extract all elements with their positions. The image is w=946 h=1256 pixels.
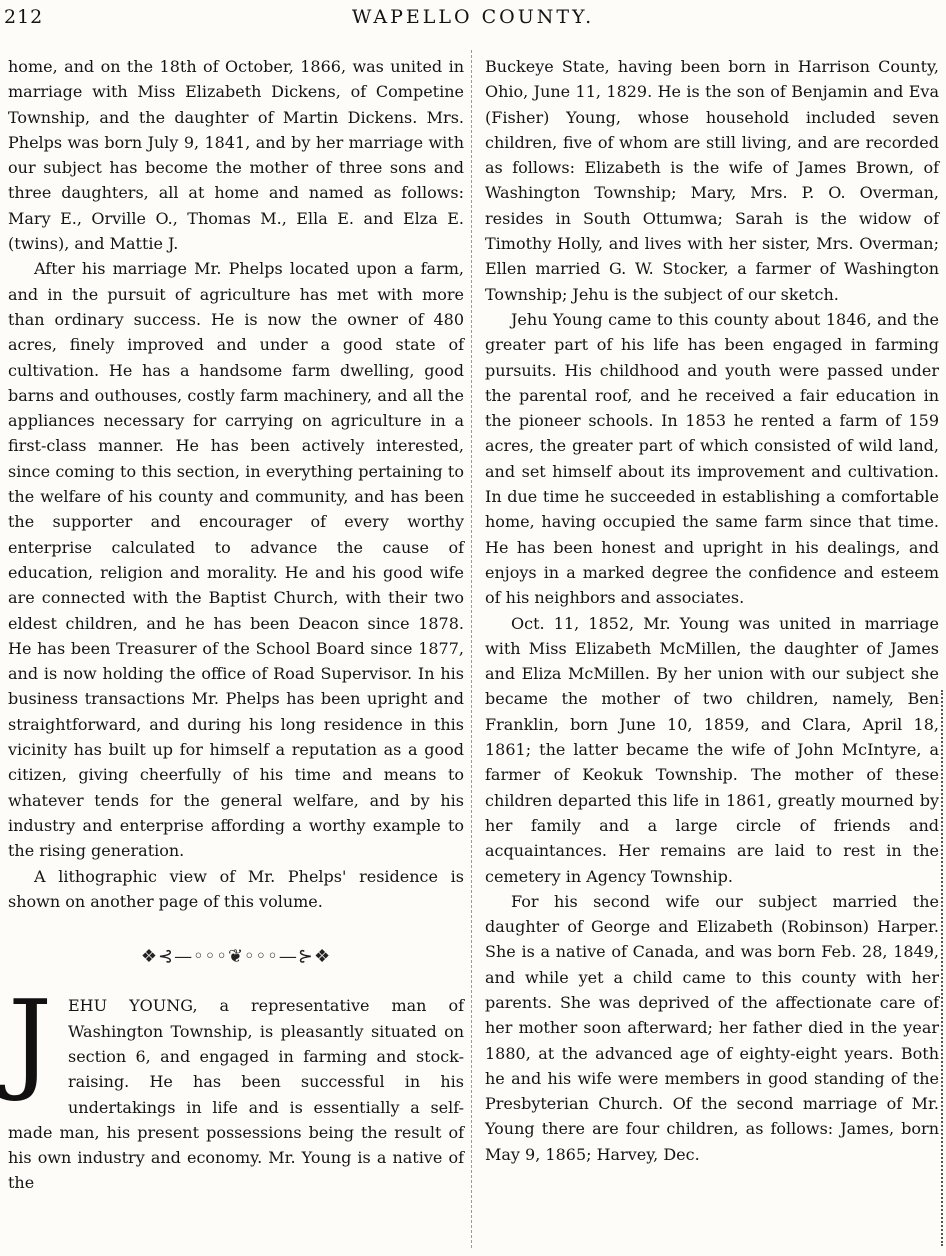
page-header (0, 0, 946, 40)
paragraph-young-second-marriage: For his second wife our subject married the daughter of George and Elizabeth (Robinson) Harper. She is a native of Canada, and was born Feb. 28, 1849, and while yet a child came to this county with her parents. She was deprived of the affectionate care of her mother soon afterward; her father died in the year 1880, at the advanced age of eighty-eight years. Both he and his wife were members in good standing of the Presbyterian Church. Of the second marriage of Mr. Young there are four children, as follows: James, born May 9, 1865; Harvey, Dec. (485, 891, 939, 1164)
paragraph-phelps-marriage: home, and on the 18th of October, 1866, was united in marriage with Miss Elizabeth Dickens, of Competine Township, and the daughter of Martin Dickens. Mrs. Phelps was born July 9, 1841, and by her marriage with our subject has become the mother of three sons and three daughters, all at home and named as follows: Mary E., Orville O., Thomas M., Ella E. and Elza E. (twins), and Mattie J. (8, 57, 464, 254)
young-intro-text: EHU YOUNG, a representative man of Washington Township, is pleasantly situated on section 6, and engaged in farming and stock-raising. He has been successful in his undertakings in life and is essentially a self-made man, his present possessions being the result of his own industry and economy. Mr. Young is a native of the (8, 996, 464, 1193)
paragraph-lithograph-note: A lithographic view of Mr. Phelps' residence is shown on another page of this volume. (8, 866, 464, 911)
page-edge-mark (941, 690, 943, 1246)
section-ornament: ❖⊰—◦◦◦❦◦◦◦—⊱❖ (140, 946, 332, 968)
dropcap-letter: J (8, 976, 53, 1105)
paragraph-young-birth: Buckeye State, having been born in Harrison County, Ohio, June 11, 1829. He is the son of Benjamin and Eva (Fisher) Young, whose household included seven children, five of whom are still living, and are recorded as follows: Elizabeth is the wife of James Brown, of Washington Township; Mary, Mrs. P. O. Overman, resides in South Ottumwa; Sarah is the widow of Timothy Holly, and lives with her sister, Mrs. Overman; Ellen married G. W. Stocker, a farmer of Washington Township; Jehu is the subject of our sketch. (485, 57, 939, 304)
page-number: 212 (4, 6, 44, 28)
paragraph-young-farming: Jehu Young came to this county about 1846, and the greater part of his life has been engaged in farming pursuits. His childhood and youth were passed under the parental roof, and he received a fair education in the pioneer schools. In 1853 he rented a farm of 159 acres, the greater part of which consisted of wild land, and set himself about its improvement and cultivation. In due time he succeeded in establishing a comfortable home, having occupied the same farm since that time. He has been honest and upright in his dealings, and enjoys in a marked degree the confidence and esteem of his neighbors and associates. (485, 309, 939, 608)
paragraph-phelps-farm: After his marriage Mr. Phelps located upon a farm, and in the pursuit of agriculture has met with more than ordinary success. He is now the owner of 480 acres, finely improved and under a good state of cultivation. He has a handsome farm dwelling, good barns and outhouses, costly farm machinery, and all the appliances necessary for carrying on agriculture in a first-class manner. He has been actively interested, since coming to this section, in everything pertaining to the welfare of his county and community, and has been the supporter and encourager of every worthy enterprise calculated to advance the cause of education, religion and morality. He and his good wife are connected with the Baptist Church, with their two eldest children, and he has been Deacon since 1878. He has been Treasurer of the School Board since 1877, and is now holding the office of Road Supervisor. In his business transactions Mr. Phelps has been upright and straightforward, and during his long residence in this vicinity has built up for himself a reputation as a good citizen, giving cheerfully of his time and means to whatever tends for the general welfare, and by his industry and enterprise affording a worthy example to the rising generation. (8, 259, 464, 861)
column-divider (471, 50, 472, 1248)
paragraph-young-intro (8, 976, 464, 1195)
left-column (8, 54, 464, 1196)
right-column (485, 54, 939, 1167)
paragraph-young-first-marriage: Oct. 11, 1852, Mr. Young was united in marriage with Miss Elizabeth McMillen, the daughter of James and Eliza McMillen. By her union with our subject she became the mother of two children, namely, Ben Franklin, born June 10, 1859, and Clara, April 18, 1861; the latter became the wife of John McIntyre, a farmer of Keokuk Township. The mother of these children departed this life in 1861, greatly mourned by her family and a large circle of friends and acquaintances. Her remains are laid to rest in the cemetery in Agency Township. (485, 613, 939, 886)
running-title: WAPELLO COUNTY. (351, 6, 595, 28)
